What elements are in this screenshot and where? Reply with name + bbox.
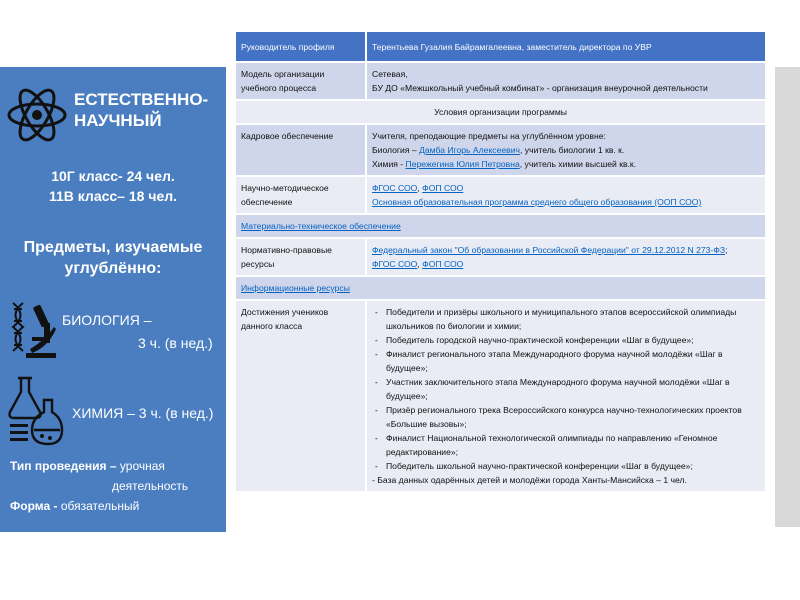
staff-bio-prefix: Биология – <box>372 145 420 155</box>
achievements-label: Достижения учеников данного класса <box>235 300 366 492</box>
staff-label: Кадровое обеспечение <box>235 124 366 176</box>
form-value: обязательный <box>60 499 140 513</box>
class-count-10g: 10Г класс- 24 чел. <box>51 168 175 184</box>
oop-soo-link[interactable]: Основная образовательная программа среднего общего образования (ООП СОО) <box>372 197 702 207</box>
lesson-type-value-1: урочная <box>119 459 165 473</box>
subjects-heading-line1: Предметы, изучаемые <box>23 239 203 256</box>
atom-icon <box>6 82 68 148</box>
list-item: - Победитель городской научно-практической конференции «Шаг в будущее»; <box>372 333 760 347</box>
biology-hours: 3 ч. (в нед.) <box>138 335 213 351</box>
microscope-dna-icon <box>10 299 58 359</box>
model-line2: БУ ДО «Межшкольный учебный комбинат» - организация внеурочной деятельности <box>372 83 708 93</box>
right-side-bar <box>775 67 800 527</box>
profile-title-line1: ЕСТЕСТВЕННО- <box>74 90 209 109</box>
list-item: - Победители и призёры школьного и муниципального этапов всероссийской олимпиады школьников по биологии и химии; <box>372 305 760 333</box>
table-row-achievements <box>235 300 766 492</box>
model-value <box>366 62 766 100</box>
fop-soo-link[interactable]: ФОП СОО <box>422 183 464 193</box>
model-line1: Сетевая, <box>372 69 408 79</box>
table-row-model <box>235 62 766 100</box>
class-count-11v: 11В класс– 18 чел. <box>48 188 178 204</box>
federal-law-link[interactable]: Федеральный закон "Об образовании в Российской Федерации" от 29.12.2012 N 273-ФЗ <box>372 245 726 255</box>
fgos-soo-link[interactable]: ФГОС СОО <box>372 183 418 193</box>
list-item: - Финалист регионального этапа Международного форума научной молодёжи «Шаг в будущее»; <box>372 347 760 375</box>
methodic-label: Научно-методическое обеспечение <box>235 176 366 214</box>
class-counts <box>10 166 216 206</box>
list-item: - Победитель школьной научно-практической конференции «Шаг в будущее»; <box>372 459 760 473</box>
normative-label: Нормативно-правовые ресурсы <box>235 238 366 276</box>
info-cell <box>235 276 766 300</box>
achievements-list <box>372 305 760 473</box>
chemistry-subject: ХИМИЯ – 3 ч. (в нед.) <box>72 405 214 421</box>
material-link[interactable]: Материально-техническое обеспечение <box>241 221 401 231</box>
normative-value <box>366 238 766 276</box>
model-label: Модель организации учебного процесса <box>235 62 366 100</box>
info-resources-link[interactable]: Информационные ресурсы <box>241 283 350 293</box>
profile-title <box>74 89 214 131</box>
table-row-methodic <box>235 176 766 214</box>
staff-chem-suffix: , учитель химии высшей кв.к. <box>519 159 637 169</box>
teacher-biology-link[interactable]: Дамба Игорь Алексеевич <box>419 145 521 155</box>
list-item: - Участник заключительного этапа Международного форума научной молодёжи «Шаг в будущее»; <box>372 375 760 403</box>
staff-intro: Учителя, преподающие предметы на углублённом уровне: <box>372 131 606 141</box>
lesson-type-value-2: деятельность <box>112 479 189 493</box>
table-row-head <box>235 31 766 62</box>
methodic-value <box>366 176 766 214</box>
head-label: Руководитель профиля <box>235 31 366 62</box>
normative-semi: ; <box>725 245 728 255</box>
methodic-sep: , <box>417 183 423 193</box>
subjects-heading-line2: углублённо: <box>64 260 162 277</box>
teacher-chemistry-link[interactable]: Пережегина Юлия Петровна <box>405 159 520 169</box>
table-row-conditions <box>235 100 766 124</box>
lesson-type-label: Тип проведения – <box>10 459 117 473</box>
staff-chem-prefix: Химия - <box>372 159 406 169</box>
profile-title-line2: НАУЧНЫЙ <box>74 111 162 130</box>
table-row-normative <box>235 238 766 276</box>
profile-panel <box>0 67 226 532</box>
chemistry-flask-icon <box>6 374 64 446</box>
staff-bio-suffix: , учитель биологии 1 кв. к. <box>520 145 625 155</box>
list-item: - Призёр регионального трека Всероссийского конкурса научно-технологических проектов «Большие вызовы»; <box>372 403 760 431</box>
table-row-staff <box>235 124 766 176</box>
lesson-type-form <box>10 456 220 516</box>
normative-sep: , <box>417 259 423 269</box>
achievements-value <box>366 300 766 492</box>
achievements-last: - База данных одарённых детей и молодёжи города Ханты-Мансийска – 1 чел. <box>372 475 687 485</box>
program-table <box>234 30 767 493</box>
conditions-heading: Условия организации программы <box>235 100 766 124</box>
staff-value <box>366 124 766 176</box>
head-value: Терентьева Гузалия Байрамгалеевна, заместитель директора по УВР <box>366 31 766 62</box>
form-label: Форма - <box>10 499 58 513</box>
normative-fgos-link[interactable]: ФГОС СОО <box>372 259 418 269</box>
subjects-heading <box>10 237 216 279</box>
table-row-material <box>235 214 766 238</box>
biology-subject: БИОЛОГИЯ – <box>62 312 152 328</box>
normative-fop-link[interactable]: ФОП СОО <box>422 259 464 269</box>
table-row-info <box>235 276 766 300</box>
list-item: - Финалист Национальной технологической олимпиады по направлению «Геномное редактирование»; <box>372 431 760 459</box>
material-cell <box>235 214 766 238</box>
